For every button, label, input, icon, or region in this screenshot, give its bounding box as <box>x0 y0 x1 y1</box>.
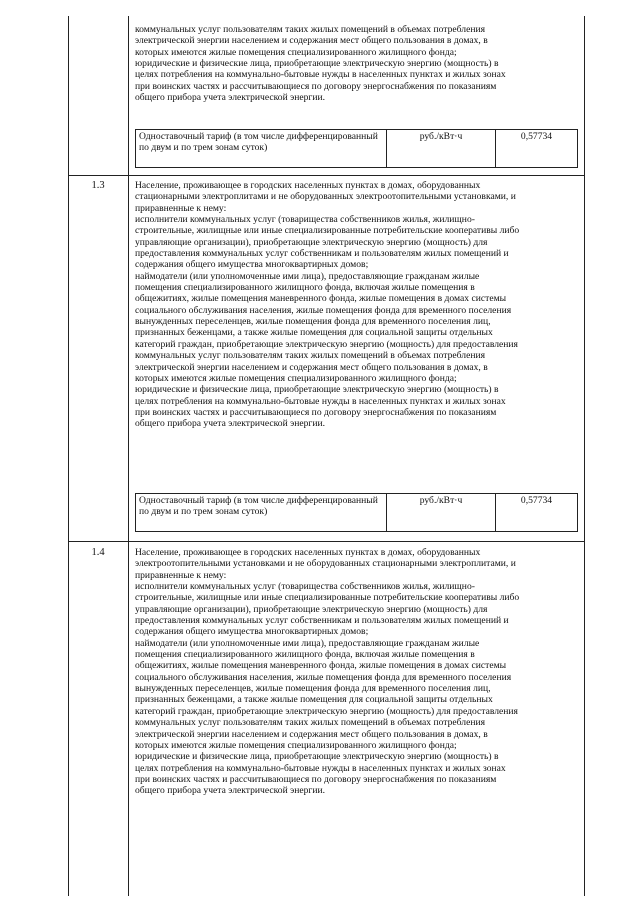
desc-line: приравненные к нему: <box>135 569 227 581</box>
desc-line: общежитиях, жилые помещения маневренного фонда, жилые помещения в домах системы <box>135 293 507 305</box>
desc-line: управляющие организации), приобретающие электрическую энергию (мощность) для <box>135 236 488 248</box>
desc-line: которых имеются жилые помещения специализированного жилищного фонда; <box>135 739 457 751</box>
table-left-border <box>68 16 69 896</box>
desc-line: наймодатели (или уполномоченные ими лица), предоставляющие гражданам жилые <box>135 637 480 649</box>
desc-line: содержания общего имущества многоквартирных домов; <box>135 626 369 638</box>
desc-line: приравненные к нему: <box>135 202 227 214</box>
desc-line: наймодатели (или уполномоченные ими лица), предоставляющие гражданам жилые <box>135 270 480 282</box>
desc-line: общего прибора учета электрической энергии. <box>135 92 326 104</box>
desc-line: общего прибора учета электрической энергии. <box>135 418 326 430</box>
desc-line: юридические и физические лица, приобретающие электрическую энергию (мощность) в <box>135 384 499 396</box>
tariff-unit: руб./кВт·ч <box>387 494 496 532</box>
desc-line: вынужденных переселенцев, жилые помещения фонда для временного поселения лиц, <box>135 683 491 695</box>
desc-line: электрической энергии населением и содержания мест общего пользования в домах, в <box>135 728 488 740</box>
desc-line: общежитиях, жилые помещения маневренного фонда, жилые помещения в домах системы <box>135 660 507 672</box>
desc-line: коммунальных услуг пользователям таких жилых помещений в объемах потребления <box>135 350 486 362</box>
desc-line: исполнители коммунальных услуг (товарищества собственников жилья, жилищно- <box>135 581 475 593</box>
desc-line: электроотопительными установками и не оборудованных стационарными электроплитами, и <box>135 558 516 570</box>
desc-line: исполнители коммунальных услуг (товарищества собственников жилья, жилищно- <box>135 214 475 226</box>
desc-line: категорий граждан, приобретающие электрическую энергию (мощность) для предоставления <box>135 705 518 717</box>
desc-line: общего прибора учета электрической энергии. <box>135 785 326 797</box>
tariff-value: 0,57734 <box>496 130 578 168</box>
desc-line: социального обслуживания населения, жилые помещения фонда для временного поселения <box>135 671 512 683</box>
desc-line: категорий граждан, приобретающие электрическую энергию (мощность) для предоставления <box>135 338 518 350</box>
desc-line: целях потребления на коммунально-бытовые нужды в населенных пунктах и жилых зонах <box>135 762 506 774</box>
desc-line: при воинских частях и рассчитывающиеся по договору энергоснабжения по показаниям <box>135 773 497 785</box>
desc-line: коммунальных услуг пользователям таких жилых помещений в объемах потребления <box>135 24 486 35</box>
desc-line: при воинских частях и рассчитывающиеся по договору энергоснабжения по показаниям <box>135 80 497 92</box>
desc-line: помещения специализированного жилищного фонда, включая жилые помещения в <box>135 649 475 661</box>
desc-line: управляющие организации), приобретающие электрическую энергию (мощность) для <box>135 603 488 615</box>
desc-line: признанных беженцами, а также жилые помещения для социальной защиты отдельных <box>135 694 493 706</box>
desc-line: содержания общего имущества многоквартирных домов; <box>135 259 369 271</box>
row-number: 1.4 <box>91 547 105 558</box>
desc-line: Население, проживающее в городских населенных пунктах в домах, оборудованных <box>135 180 481 191</box>
desc-line: которых имеются жилые помещения специализированного жилищного фонда; <box>135 46 457 58</box>
row-number: 1.3 <box>91 180 105 191</box>
continued-description <box>135 24 577 103</box>
tariff-table <box>135 129 578 168</box>
row-description <box>135 547 577 797</box>
desc-line: электрической энергии населением и содержания мест общего пользования в домах, в <box>135 35 488 47</box>
row-divider-1-4 <box>68 541 585 542</box>
desc-line: предоставления коммунальных услуг собственникам и пользователям жилых помещений и <box>135 248 509 260</box>
desc-line: социального обслуживания населения, жилые помещения фонда для временного поселения <box>135 304 512 316</box>
desc-line: строительные, жилищные или иные специализированные потребительские кооперативы либо <box>135 225 520 237</box>
desc-line: целях потребления на коммунально-бытовые нужды в населенных пунктах и жилых зонах <box>135 69 506 81</box>
desc-line: вынужденных переселенцев, жилые помещения фонда для временного поселения лиц, <box>135 316 491 328</box>
desc-line: коммунальных услуг пользователям таких жилых помещений в объемах потребления <box>135 717 486 729</box>
tariff-name: Одноставочный тариф (в том числе дифференцированный по двум и по трем зонам суток) <box>136 130 387 168</box>
tariff-row <box>136 494 578 532</box>
desc-line: юридические и физические лица, приобретающие электрическую энергию (мощность) в <box>135 58 499 70</box>
desc-line: Население, проживающее в городских населенных пунктах в домах, оборудованных <box>135 547 481 558</box>
tariff-name: Одноставочный тариф (в том числе дифференцированный по двум и по трем зонам суток) <box>136 494 387 532</box>
desc-line: юридические и физические лица, приобретающие электрическую энергию (мощность) в <box>135 751 499 763</box>
desc-line: признанных беженцами, а также жилые помещения для социальной защиты отдельных <box>135 327 493 339</box>
desc-line: помещения специализированного жилищного фонда, включая жилые помещения в <box>135 282 475 294</box>
desc-line: стационарными электроплитами и не оборудованных электроотопительными установками, и <box>135 191 516 203</box>
desc-line: целях потребления на коммунально-бытовые нужды в населенных пунктах и жилых зонах <box>135 395 506 407</box>
tariff-value: 0,57734 <box>496 494 578 532</box>
tariff-row <box>136 130 578 168</box>
tariff-table <box>135 493 578 532</box>
table-right-border <box>584 16 585 896</box>
desc-line: предоставления коммунальных услуг собственникам и пользователям жилых помещений и <box>135 615 509 627</box>
tariff-unit: руб./кВт·ч <box>387 130 496 168</box>
desc-line: строительные, жилищные или иные специализированные потребительские кооперативы либо <box>135 592 520 604</box>
row-divider-1-3 <box>68 175 585 176</box>
desc-line: электрической энергии населением и содержания мест общего пользования в домах, в <box>135 361 488 373</box>
table-number-divider <box>128 16 129 896</box>
row-description <box>135 180 577 430</box>
desc-line: при воинских частях и рассчитывающиеся по договору энергоснабжения по показаниям <box>135 406 497 418</box>
desc-line: которых имеются жилые помещения специализированного жилищного фонда; <box>135 372 457 384</box>
